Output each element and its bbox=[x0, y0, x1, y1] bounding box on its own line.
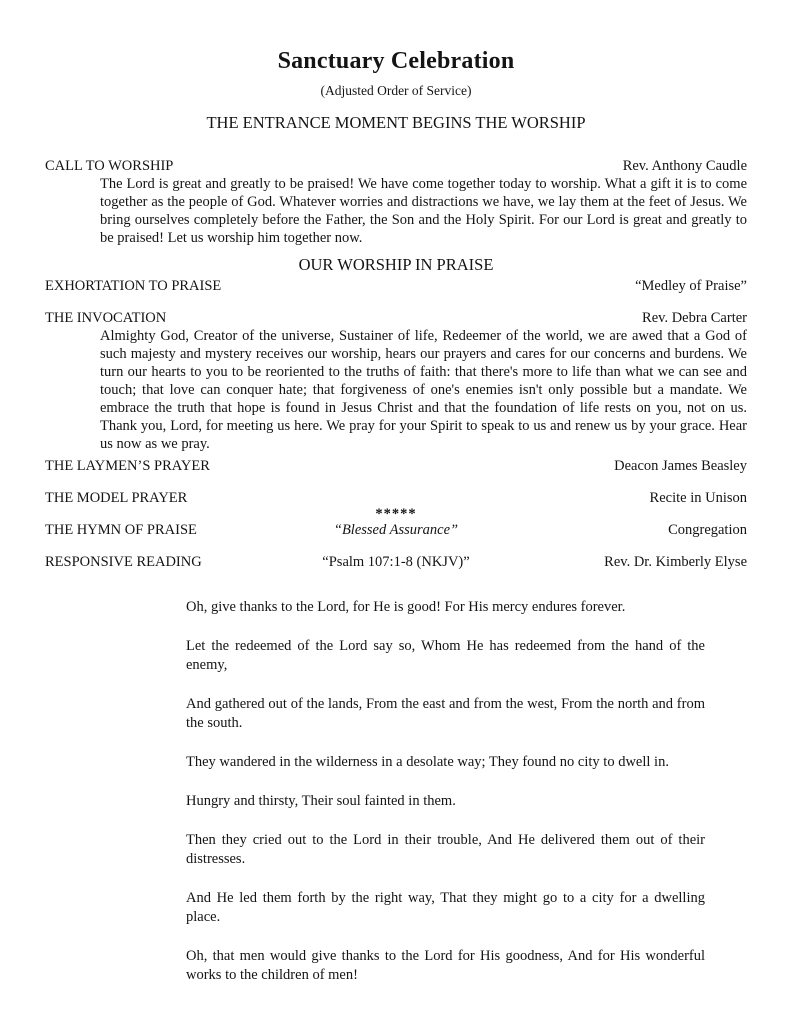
asterisk-separator: ***** bbox=[375, 506, 417, 522]
program-item-leader: Rev. Debra Carter bbox=[642, 310, 747, 326]
section-heading-entrance: THE ENTRANCE MOMENT BEGINS THE WORSHIP bbox=[206, 113, 586, 132]
verse-line: Oh, that men would give thanks to the Lord for His goodness, And for His wonderful works to the children of men! bbox=[186, 948, 705, 983]
document-subtitle: (Adjusted Order of Service) bbox=[320, 83, 472, 98]
program-row-laymens-prayer bbox=[45, 457, 747, 475]
program-row-exhortation bbox=[45, 277, 747, 295]
scripture-reference: “Psalm 107:1-8 (NKJV)” bbox=[322, 554, 470, 570]
section-heading-worship-in-praise: OUR WORSHIP IN PRAISE bbox=[298, 255, 494, 274]
program-item-label: THE INVOCATION bbox=[45, 310, 167, 326]
verse-line: Let the redeemed of the Lord say so, Whom He has redeemed from the hand of the enemy, bbox=[186, 638, 705, 673]
program-item-leader: Rev. Dr. Kimberly Elyse bbox=[604, 554, 747, 570]
program-row-responsive-reading bbox=[45, 553, 747, 571]
program-item-label: THE LAYMEN’S PRAYER bbox=[45, 458, 210, 474]
program-row-hymn-of-praise bbox=[45, 521, 747, 539]
verse-line: Then they cried out to the Lord in their trouble, And He delivered them out of their distresses. bbox=[186, 832, 705, 867]
responsive-reading-verses bbox=[186, 598, 705, 985]
program-item-label: RESPONSIVE READING bbox=[45, 554, 202, 570]
program-row-call-to-worship bbox=[45, 157, 747, 175]
program-item-note: “Medley of Praise” bbox=[635, 278, 747, 294]
hymn-title: “Blessed Assurance” bbox=[333, 522, 459, 538]
program-item-leader: Congregation bbox=[668, 522, 747, 538]
call-to-worship-text: The Lord is great and greatly to be praised! We have come together today to worship. What a gift it is to come together as the people of God. Whatever worries and distractions we have, we lay them at the feet of Jesus. We bring ourselves completely before the Father, the Son and the Holy Spirit. For our Lord is great and greatly to be praised! Let us worship him together now. bbox=[100, 176, 747, 246]
program-item-label: THE HYMN OF PRAISE bbox=[45, 522, 197, 538]
verse-line: They wandered in the wilderness in a desolate way; They found no city to dwell in. bbox=[186, 754, 669, 770]
program-item-label: EXHORTATION TO PRAISE bbox=[45, 278, 222, 294]
program-row-model-prayer bbox=[45, 489, 747, 507]
invocation-text: Almighty God, Creator of the universe, Sustainer of life, Redeemer of the world, we are awed that a God of such majesty and mystery receives our worship, hears our prayers and cares for our concerns and burdens. We turn our hearts to you to be reoriented to the truths of faith: that there's more to life than what we can see and touch; that love can conquer hate; that forgiveness of one's enemies isn't only possible but a mandate. We embrace the truth that hope is found in Jesus Christ and that the foundation of life rests on you, not on us. Thank you, Lord, for meeting us here. We pray for your Spirit to speak to us and renew us by your grace. Hear us now as we pray. bbox=[100, 328, 747, 452]
program-item-leader: Deacon James Beasley bbox=[614, 458, 747, 474]
verse-line: And He led them forth by the right way, That they might go to a city for a dwelling place. bbox=[186, 890, 705, 925]
program-item-label: THE MODEL PRAYER bbox=[45, 490, 188, 506]
program-item-label: CALL TO WORSHIP bbox=[45, 158, 174, 174]
program-item-note: Recite in Unison bbox=[649, 490, 747, 506]
verse-line: Hungry and thirsty, Their soul fainted in them. bbox=[186, 793, 456, 809]
program-row-invocation bbox=[45, 309, 747, 327]
verse-line: Oh, give thanks to the Lord, for He is good! For His mercy endures forever. bbox=[186, 599, 626, 615]
program-item-leader: Rev. Anthony Caudle bbox=[622, 158, 747, 174]
document-title: Sanctuary Celebration bbox=[277, 48, 515, 74]
verse-line: And gathered out of the lands, From the east and from the west, From the north and from the south. bbox=[186, 696, 705, 731]
